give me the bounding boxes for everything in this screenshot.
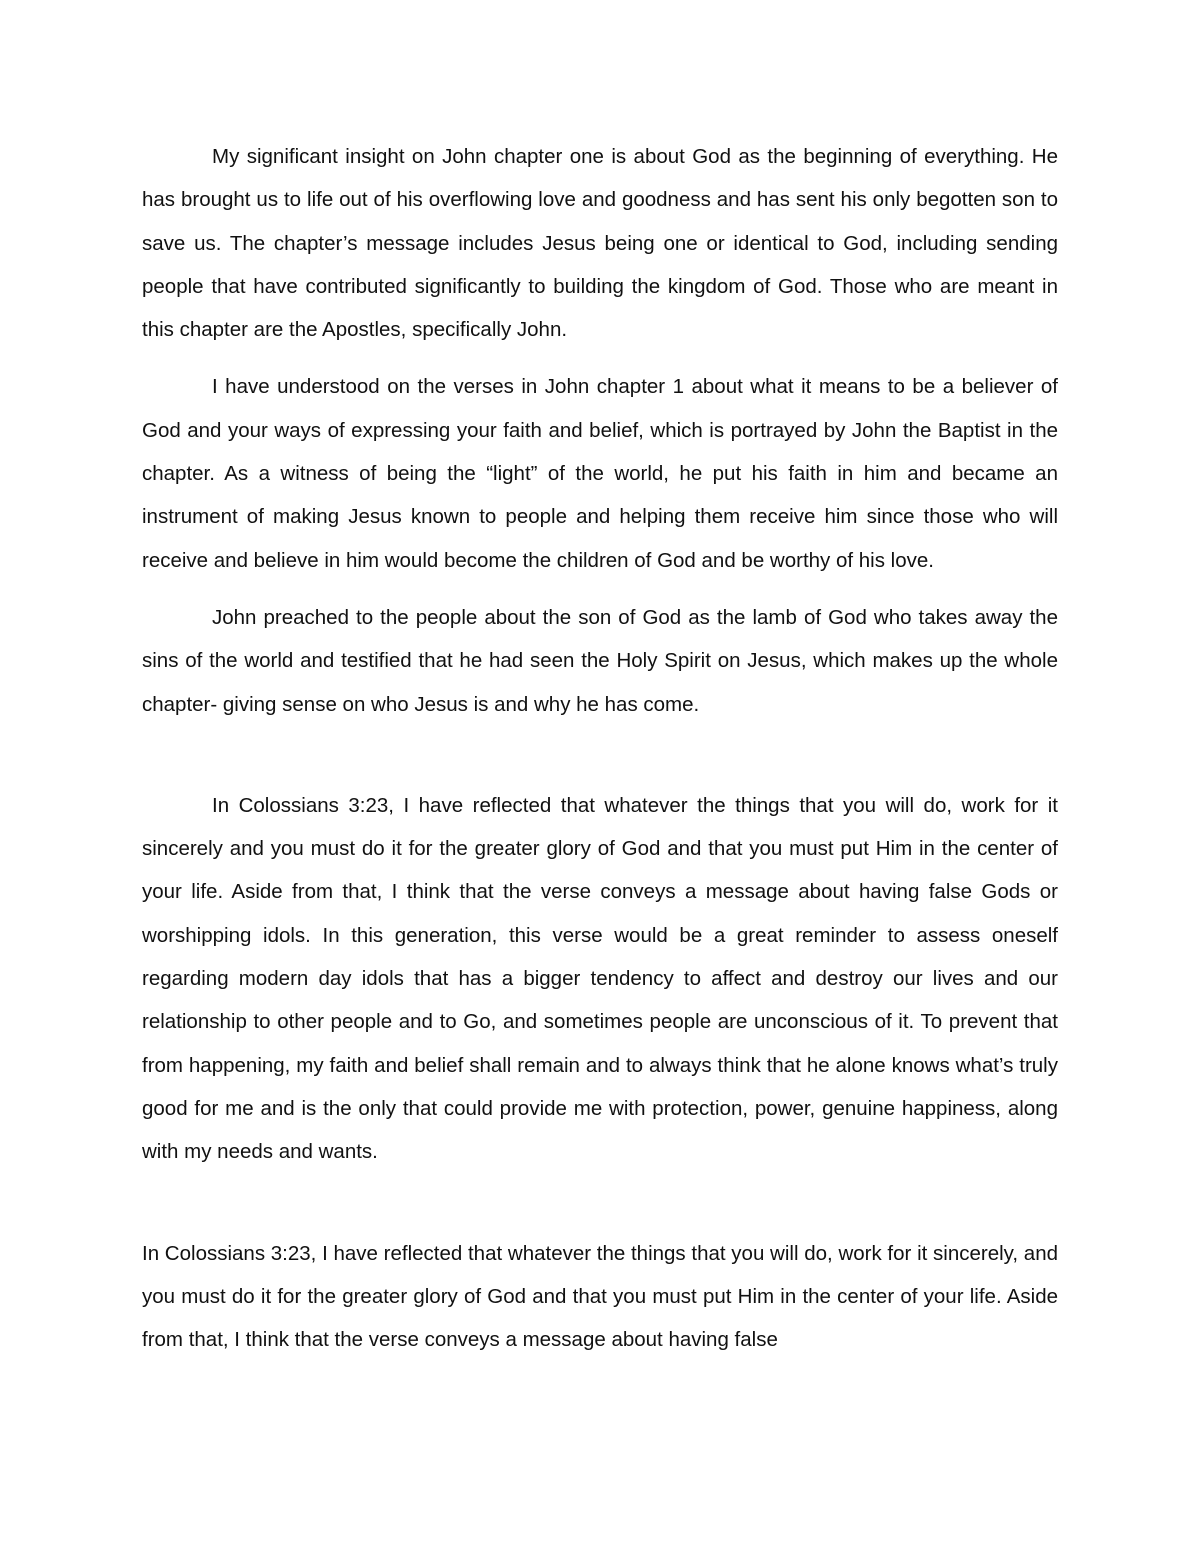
section-spacer xyxy=(142,1174,1058,1232)
paragraph-believer: I have understood on the verses in John chapter 1 about what it means to be a believer of God and your ways of expressing your faith and belief, which is portrayed by John the Baptist in the chapter. As a witness of being the “light” of the world, he put his faith in him and became an instrument of making Jesus known to people and helping them receive him since those who will receive and believe in him would become the children of God and be worthy of his love. xyxy=(142,375,1058,572)
paragraph-john-preached: John preached to the people about the son of God as the lamb of God who takes away the sins of the world and testified that he had seen the Holy Spirit on Jesus, which makes up the whole chapter- giving sense on who Jesus is and why he has come. xyxy=(142,605,1058,716)
section-spacer xyxy=(142,726,1058,784)
paragraph-colossians-reflection: In Colossians 3:23, I have reflected that whatever the things that you will do, work for it sincerely and you must do it for the greater glory of God and that you must put Him in the center of your life. Aside from that, I think that the verse conveys a message about having false Gods or worshipping idols. In this generation, this verse would be a great reminder to assess oneself regarding modern day idols that has a bigger tendency to affect and destroy our lives and our relationship to other people and to Go, and sometimes people are unconscious of it. To prevent that from happening, my faith and belief shall remain and to always think that he alone knows what’s truly good for me and is the only that could provide me with protection, power, genuine happiness, along with my needs and wants. xyxy=(142,793,1058,1164)
document-body xyxy=(142,135,1058,1361)
paragraph-john-insight: My significant insight on John chapter one is about God as the beginning of everything. He has brought us to life out of his overflowing love and goodness and has sent his only begotten son to save us. The chapter’s message includes Jesus being one or identical to God, including sending people that have contributed significantly to building the kingdom of God. Those who are meant in this chapter are the Apostles, specifically John. xyxy=(142,145,1058,342)
paragraph-spacer xyxy=(142,582,1058,596)
paragraph-spacer xyxy=(142,351,1058,365)
paragraph-colossians-repeat: In Colossians 3:23, I have reflected that whatever the things that you will do, work for it sincerely, and you must do it for the greater glory of God and that you must put Him in the center of your life. Aside from that, I think that the verse conveys a message about having false xyxy=(142,1241,1058,1352)
